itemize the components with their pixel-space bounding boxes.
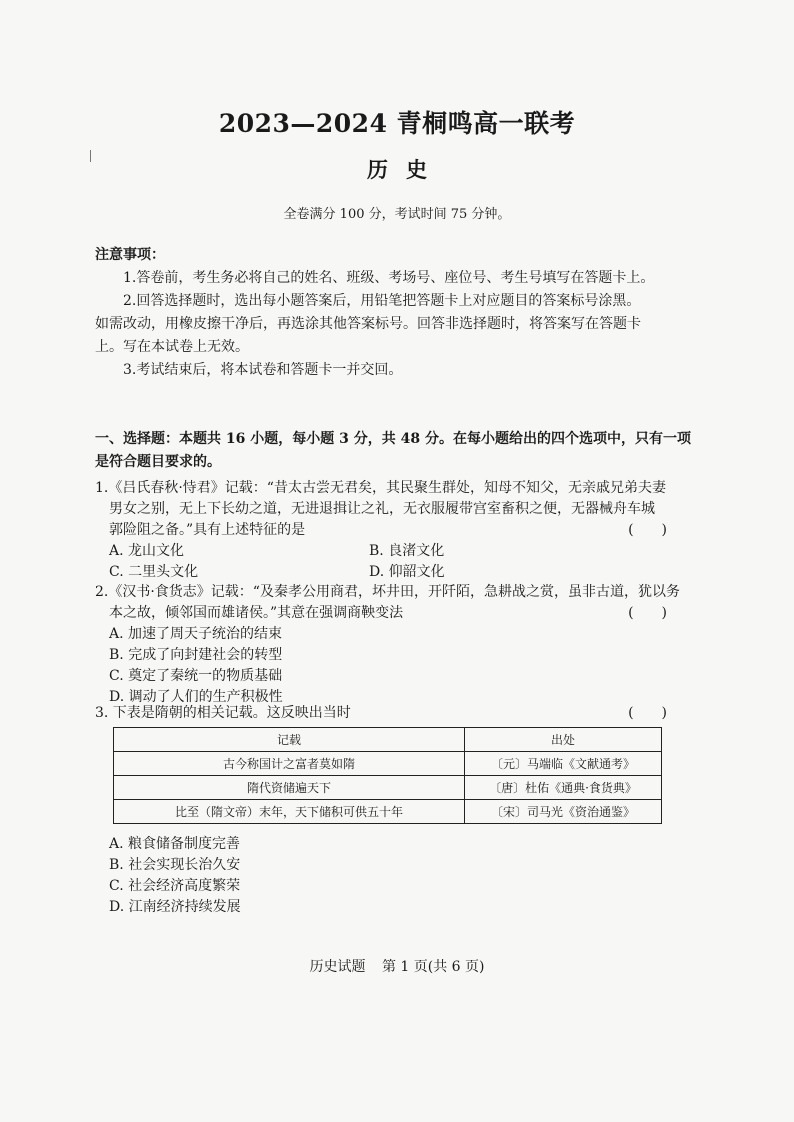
table-header-record: 记载 xyxy=(114,728,465,752)
table-row xyxy=(114,752,662,776)
q2-line: 本之故，倾邻国而雄诸侯。”其意在强调商鞅变法 xyxy=(109,605,404,621)
table-header-row xyxy=(114,728,662,752)
option-d: D. 江南经济持续发展 xyxy=(109,899,241,915)
note-item: 2.回答选择题时，选出每小题答案后，用铅笔把答题卡上对应题目的答案标号涂黑。 xyxy=(123,293,641,309)
option-a: A. 龙山文化 xyxy=(109,543,185,559)
q1-options xyxy=(95,541,707,583)
table-cell: 〔宋〕司马光《资治通鉴》 xyxy=(465,800,662,824)
footer-subject: 历史试题 xyxy=(309,959,366,975)
q1-line: 男女之别，无上下长幼之道，无进退揖让之礼，无衣服履带宫室畜积之便，无器械舟车城 xyxy=(109,501,655,517)
note-item: 如需改动，用橡皮擦干净后，再选涂其他答案标号。回答非选择题时，将答案写在答题卡 xyxy=(95,316,641,332)
q3-stem: 3. 下表是隋朝的相关记载。这反映出当时 xyxy=(95,705,351,721)
table-cell: 〔元〕马端临《文献通考》 xyxy=(465,752,662,776)
answer-paren: ( ) xyxy=(628,605,667,621)
subject-title: 历史 xyxy=(367,157,445,182)
section-line: 一、选择题：本题共 16 小题，每小题 3 分，共 48 分。在每小题给出的四个选项中，只有一项 xyxy=(95,431,691,447)
table-header-source: 出处 xyxy=(465,728,662,752)
table-cell: 比至（隋文帝）末年，天下储积可供五十年 xyxy=(114,800,465,824)
table-cell: 〔唐〕杜佑《通典·食货典》 xyxy=(465,776,662,800)
option-a: A. 粮食储备制度完善 xyxy=(109,836,241,852)
option-c: C. 奠定了秦统一的物质基础 xyxy=(109,668,283,684)
question-3 xyxy=(95,703,707,724)
option-b: B. 社会实现长治久安 xyxy=(109,857,241,873)
answer-paren: ( ) xyxy=(628,522,667,538)
question-1 xyxy=(95,478,707,583)
option-d: D. 调动了人们的生产积极性 xyxy=(109,689,283,705)
note-item: 上。写在本试卷上无效。 xyxy=(95,339,249,355)
q3-options xyxy=(95,834,707,918)
option-a: A. 加速了周天子统治的结束 xyxy=(109,626,283,642)
option-b: B. 良渚文化 xyxy=(369,543,445,559)
notes-heading: 注意事项： xyxy=(95,247,165,263)
exam-title: 2023—2024 青桐鸣高一联考 xyxy=(218,109,576,138)
option-c: C. 社会经济高度繁荣 xyxy=(109,878,241,894)
note-item: 1.答卷前，考生务必将自己的姓名、班级、考场号、座位号、考生号填写在答题卡上。 xyxy=(123,270,655,286)
option-b: B. 完成了向封建社会的转型 xyxy=(109,647,283,663)
records-table xyxy=(113,727,662,824)
option-c: C. 二里头文化 xyxy=(109,564,199,580)
note-item: 3.考试结束后，将本试卷和答题卡一并交回。 xyxy=(123,362,403,378)
q1-line: 1.《吕氏春秋·恃君》记载：“昔太古尝无君矣，其民聚生群处，知母不知父，无亲戚兄弟夫妻 xyxy=(95,480,666,496)
table-row xyxy=(114,800,662,824)
footer-page-number: 第 1 页(共 6 页) xyxy=(381,959,485,975)
answer-paren: ( ) xyxy=(628,705,667,721)
table-cell: 古今称国计之富者莫如隋 xyxy=(114,752,465,776)
page-footer xyxy=(0,956,794,976)
notes-block xyxy=(95,244,705,382)
section-line: 是符合题目要求的。 xyxy=(95,454,221,470)
question-2 xyxy=(95,582,707,708)
table-row xyxy=(114,776,662,800)
option-d: D. 仰韶文化 xyxy=(369,564,445,580)
q2-line: 2.《汉书·食货志》记载：“及秦孝公用商君，坏井田，开阡陌，急耕战之赏，虽非古道，犹以务 xyxy=(95,584,680,600)
q1-line: 郭险阻之备。”具有上述特征的是 xyxy=(109,522,306,538)
table-cell: 隋代资储遍天下 xyxy=(114,776,465,800)
section-heading xyxy=(95,428,707,474)
score-line: 全卷满分 100 分，考试时间 75 分钟。 xyxy=(283,207,511,222)
